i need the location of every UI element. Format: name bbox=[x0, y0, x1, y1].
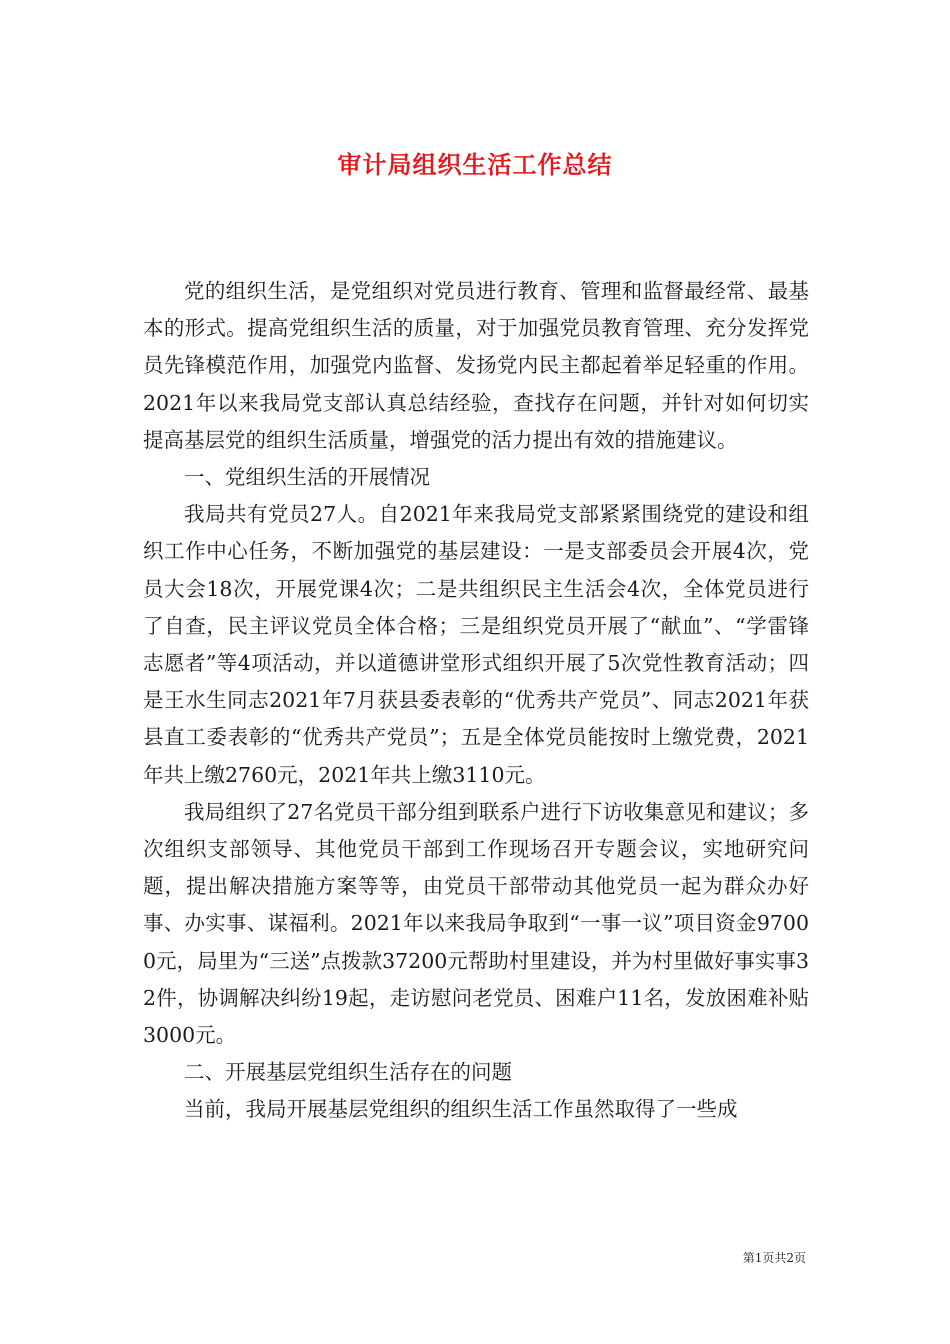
intro-paragraph: 党的组织生活，是党组织对党员进行教育、管理和监督最经常、最基本的形式。提高党组织生活的质量，对于加强党员教育管理、充分发挥党员先锋模范作用，加强党内监督、发扬党内民主都起着举足轻重的作用。2021年以来我局党支部认真总结经验，查找存在问题，并针对如何切实提高基层党的组织生活质量，增强党的活力提出有效的措施建议。 bbox=[143, 279, 809, 452]
section-1-paragraph-2: 我局组织了27名党员干部分组到联系户进行下访收集意见和建议；多次组织支部领导、其他党员干部到工作现场召开专题会议，实地研究问题，提出解决措施方案等等，由党员干部带动其他党员一起为群众办好事、办实事、谋福利。2021年以来我局争取到“一事一议”项目资金97000元，局里为“三送”点拨款37200元帮助村里建设，并为村里做好事实事32件，协调解决纠纷19起，走访慰问老党员、困难户11名，发放困难补贴3000元。 bbox=[143, 799, 809, 1048]
page-number-footer: 第1页共2页 bbox=[742, 1251, 806, 1265]
document-title: 审计局组织生活工作总结 bbox=[337, 150, 613, 180]
section-heading-1: 一、党组织生活的开展情况 bbox=[184, 465, 430, 490]
section-2-paragraph-1: 当前，我局开展基层党组织的组织生活工作虽然取得了一些成 bbox=[184, 1097, 738, 1122]
section-1-paragraph-1: 我局共有党员27人。自2021年来我局党支部紧紧围绕党的建设和组织工作中心任务，不断加强党的基层建设：一是支部委员会开展4次，党员大会18次，开展党课4次；二是共组织民主生活会4次，全体党员进行了自查，民主评议党员全体合格；三是组织党员开展了“献血”、“学雷锋志愿者”等4项活动，并以道德讲堂形式组织开展了5次党性教育活动；四是王水生同志2021年7月获县委表彰的“优秀共产党员”、同志2021年获县直工委表彰的“优秀共产党员”；五是全体党员能按时上缴党费，2021年共上缴2760元，2021年共上缴3110元。 bbox=[143, 502, 809, 787]
document-body bbox=[143, 273, 809, 1129]
section-heading-2: 二、开展基层党组织生活存在的问题 bbox=[184, 1060, 512, 1085]
